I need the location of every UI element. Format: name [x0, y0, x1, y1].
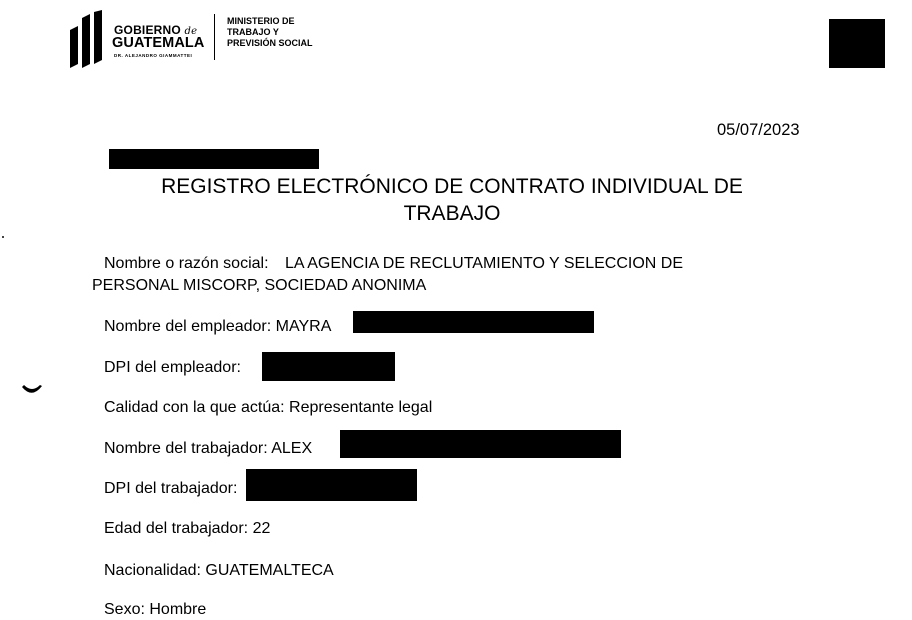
logo-bars-icon [68, 10, 108, 68]
redacted-employer-dpi [262, 352, 395, 381]
redacted-worker-dpi [246, 469, 417, 501]
employer-dpi-label: DPI del empleador: [104, 359, 241, 376]
redacted-header-code [109, 149, 319, 169]
employer-name-label: Nombre del empleador: [104, 318, 272, 335]
worker-dpi-field [104, 479, 237, 499]
worker-age-value: 22 [252, 520, 271, 537]
sex-value: Hombre [149, 601, 207, 618]
redacted-employer-surname [353, 311, 594, 333]
logo-subtitle: DR. ALEJANDRO GIAMMATTEI [114, 53, 193, 58]
worker-age-field [104, 519, 270, 539]
employer-dpi-field [104, 358, 241, 378]
employer-name-value: MAYRA [275, 318, 332, 335]
scan-artifact-icon [20, 383, 44, 397]
scan-speck [2, 236, 4, 238]
company-value-line2: PERSONAL MISCORP, SOCIEDAD ANONIMA [92, 277, 427, 294]
nationality-value: GUATEMALTECA [205, 562, 334, 579]
document-title: REGISTRO ELECTRÓNICO DE CONTRATO INDIVIDUAL DE TRABAJO [161, 175, 743, 225]
capacity-label: Calidad con la que actúa: [104, 399, 285, 416]
logo-divider [214, 14, 215, 60]
sex-field [104, 600, 206, 620]
nationality-field [104, 561, 334, 581]
ministry-name: MINISTERIO DE TRABAJO Y PREVISIÓN SOCIAL [227, 16, 313, 48]
worker-name-label: Nombre del trabajador: [104, 440, 268, 457]
government-logo [68, 10, 338, 68]
company-label: Nombre o razón social: [104, 255, 269, 272]
logo-guatemala-text: GUATEMALA [112, 35, 205, 51]
redacted-worker-surname [340, 430, 621, 458]
company-name-field [92, 253, 752, 297]
logo-gobierno-text: GOBIERNO de [114, 23, 198, 37]
worker-dpi-label: DPI del trabajador: [104, 480, 238, 497]
worker-age-label: Edad del trabajador: [104, 520, 249, 537]
capacity-value: Representante legal [289, 399, 433, 416]
redacted-corner-block [829, 19, 885, 68]
worker-name-value: ALEX [271, 440, 313, 457]
document-date: 05/07/2023 [717, 121, 800, 139]
employer-name-field [104, 317, 331, 337]
nationality-label: Nacionalidad: [104, 562, 201, 579]
worker-name-field [104, 439, 312, 459]
sex-label: Sexo: [104, 601, 145, 618]
company-value-line1: LA AGENCIA DE RECLUTAMIENTO Y SELECCION DE [284, 255, 684, 272]
capacity-field [104, 398, 432, 418]
